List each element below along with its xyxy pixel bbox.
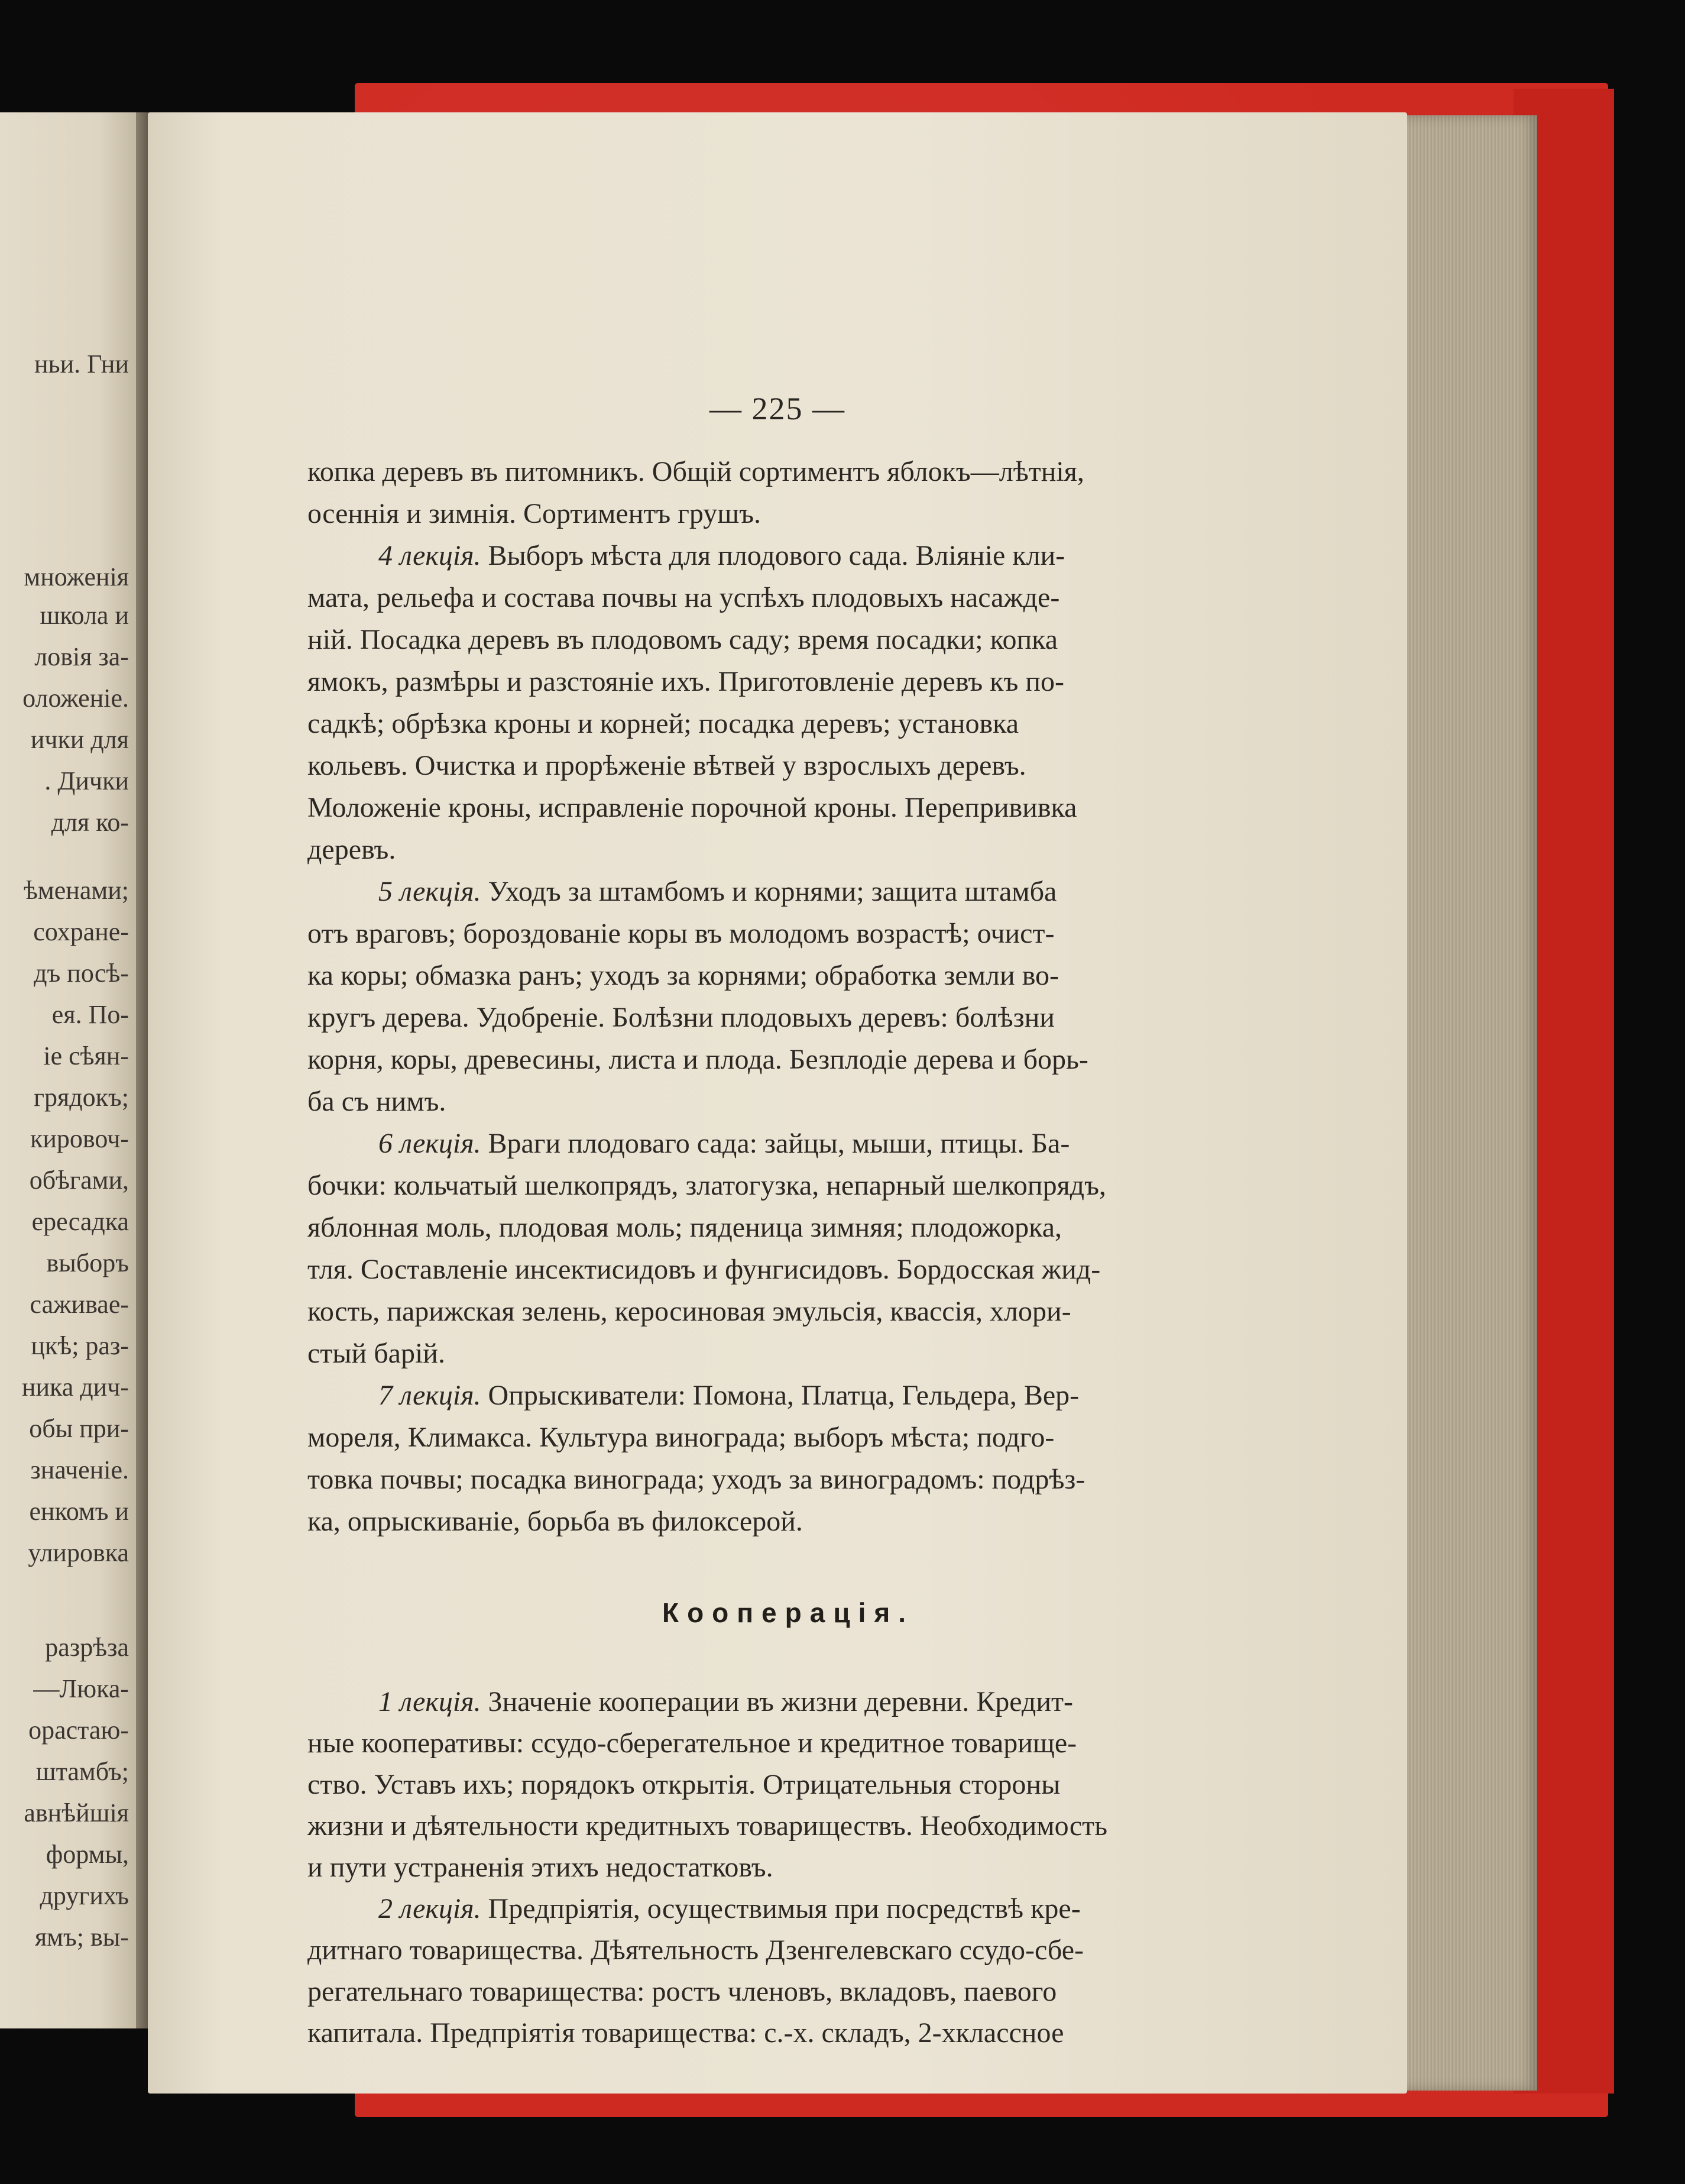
line-text: и пути устраненія этихъ недостатковъ. (307, 1852, 773, 1883)
lecture-label: 4 лекція. (378, 540, 481, 571)
line-text: ные кооперативы: ссудо-сберегательное и кредитное товарище- (307, 1727, 1077, 1759)
text-line (307, 1768, 1060, 1801)
left-page-line: ника дич- (21, 1373, 129, 1402)
text-line (378, 539, 1065, 572)
left-page-line: другихъ (40, 1881, 129, 1910)
line-text: копка деревъ въ питомникъ. Общій сортиментъ яблокъ—лѣтнія, (307, 456, 1084, 487)
lecture-label: 7 лекція. (378, 1380, 481, 1411)
left-page-line: авнѣйшія (24, 1798, 129, 1827)
left-page-line: енкомъ и (29, 1497, 129, 1526)
left-page-line: цкѣ; раз- (31, 1331, 129, 1360)
text-line (307, 1810, 1107, 1842)
line-text: стый барій. (307, 1338, 445, 1369)
text-line (307, 665, 1064, 698)
line-text: отъ враговъ; бороздованіе коры въ молодомъ возрастѣ; очист- (307, 918, 1055, 949)
text-line (307, 1211, 1062, 1244)
text-line (378, 1127, 1070, 1160)
left-page-line: саживае- (30, 1290, 129, 1319)
text-line (307, 917, 1054, 950)
line-text: Моложеніе кроны, исправленіе порочной кроны. Перепрививка (307, 792, 1077, 823)
left-page-line: выборъ (46, 1248, 129, 1277)
text-line (307, 833, 396, 866)
left-page-line: обы при- (29, 1414, 129, 1443)
lecture-label: 2 лекція. (378, 1893, 481, 1924)
text-line (307, 1727, 1077, 1759)
lecture-label: 1 лекція. (378, 1686, 481, 1717)
left-page-line: для ко- (51, 808, 129, 837)
left-page-line: ньи. Гни (34, 350, 129, 378)
text-line (307, 1337, 445, 1370)
left-page-line: ички для (30, 725, 129, 754)
text-line (307, 2017, 1064, 2049)
text-line (307, 1085, 446, 1118)
line-text: Уходъ за штамбомъ и корнями; защита штамба (481, 876, 1057, 907)
line-text: бочки: кольчатый шелкопрядъ, златогузка, непарный шелкопрядъ, (307, 1170, 1106, 1201)
line-text: кость, парижская зелень, керосиновая эмульсія, квассія, хлори- (307, 1296, 1071, 1327)
text-line (307, 1169, 1106, 1202)
left-page-line: сохране- (33, 917, 129, 946)
line-text: ба съ нимъ. (307, 1086, 446, 1117)
line-text: Враги плодоваго сада: зайцы, мыши, птицы. Ба- (481, 1128, 1070, 1159)
text-line (307, 497, 761, 530)
left-page-line: штамбъ; (35, 1757, 129, 1786)
left-page-line: школа и (40, 601, 129, 630)
text-line (307, 959, 1059, 992)
line-text: яблонная моль, плодовая моль; пяденица зимняя; плодожорка, (307, 1212, 1062, 1243)
left-page-line: ересадка (31, 1207, 129, 1236)
line-text: осеннія и зимнія. Сортиментъ грушъ. (307, 498, 762, 529)
left-page-line: —Люка- (33, 1674, 129, 1703)
page-stack-edge (1401, 115, 1537, 2091)
text-line (307, 1421, 1054, 1454)
text-line (307, 1043, 1088, 1076)
left-page-line: . Дички (44, 766, 129, 795)
text-line (307, 707, 1019, 740)
line-text: Предпріятія, осуществимыя при посредствѣ кре- (481, 1893, 1081, 1924)
line-text: кругъ дерева. Удобреніе. Болѣзни плодовыхъ деревъ: болѣзни (307, 1002, 1055, 1033)
section-heading: Кооперація. (662, 1597, 915, 1628)
text-line (307, 1001, 1055, 1034)
line-text: кольевъ. Очистка и прорѣженіе вѣтвей у взрослыхъ деревъ. (307, 750, 1026, 781)
text-line (307, 581, 1059, 614)
lecture-label: 5 лекція. (378, 876, 481, 907)
left-page-line: формы, (46, 1840, 129, 1869)
text-line (307, 623, 1058, 656)
left-page-line: ѣменами; (24, 876, 129, 905)
left-page-line: орастаю- (28, 1716, 129, 1745)
left-page-line: множенія (24, 562, 129, 591)
line-text: Значеніе кооперации въ жизни деревни. Кредит- (481, 1686, 1073, 1717)
left-page-line: разрѣза (45, 1633, 129, 1662)
text-line (378, 1379, 1079, 1412)
line-text: Выборъ мѣста для плодового сада. Вліяніе кли- (481, 540, 1065, 571)
line-text: мореля, Климакса. Культура винограда; выборъ мѣста; подго- (307, 1422, 1055, 1453)
text-line (307, 1463, 1085, 1496)
text-line (307, 1851, 773, 1884)
left-page-line: грядокъ; (33, 1083, 129, 1112)
line-text: садкѣ; обрѣзка кроны и корней; посадка деревъ; установка (307, 708, 1019, 739)
text-line (307, 455, 1084, 488)
line-text: ка, опрыскиваніе, борьба въ филоксерой. (307, 1506, 803, 1537)
text-line (378, 875, 1057, 908)
line-text: регательнаго товарищества: ростъ членовъ, вкладовъ, паевого (307, 1976, 1057, 2007)
line-text: мата, рельефа и состава почвы на успѣхъ плодовыхъ насажде- (307, 582, 1060, 613)
line-text: ство. Уставъ ихъ; порядокъ открытія. Отрицательныя стороны (307, 1769, 1061, 1800)
line-text: ній. Посадка деревъ въ плодовомъ саду; время посадки; копка (307, 624, 1058, 655)
lecture-label: 6 лекція. (378, 1128, 481, 1159)
line-text: капитала. Предпріятія товарищества: с.-х. складъ, 2-хклассное (307, 2017, 1064, 2049)
line-text: жизни и дѣятельности кредитныхъ товариществъ. Необходимость (307, 1810, 1108, 1842)
text-line (307, 1505, 803, 1538)
line-text: Опрыскиватели: Помона, Платца, Гельдера, Вер- (481, 1380, 1080, 1411)
text-line (307, 749, 1026, 782)
left-page-line: ямъ; вы- (34, 1923, 129, 1952)
text-line (307, 1253, 1100, 1286)
line-text: дитнаго товарищества. Дѣятельность Дзенгелевскаго ссудо-сбе- (307, 1934, 1084, 1966)
left-page-line: значеніе. (30, 1455, 129, 1484)
line-text: ка коры; обмазка ранъ; уходъ за корнями; обработка земли во- (307, 960, 1059, 991)
line-text: корня, коры, древесины, листа и плода. Безплодіе дерева и борь- (307, 1044, 1088, 1075)
text-line (307, 1975, 1057, 2008)
left-page-line: ея. По- (51, 1000, 129, 1029)
line-text: деревъ. (307, 834, 396, 865)
left-page-line: обѣгами, (29, 1166, 129, 1195)
right-page (148, 112, 1407, 2094)
left-page-line: ловія за- (34, 642, 129, 671)
line-text: товка почвы; посадка винограда; уходъ за виноградомъ: подрѣз- (307, 1464, 1085, 1495)
line-text: ямокъ, размѣры и разстояніе ихъ. Приготовленіе деревъ къ по- (307, 666, 1064, 697)
page-number: — 225 — (709, 391, 845, 426)
left-page-line: улировка (28, 1538, 129, 1567)
text-line (307, 791, 1077, 824)
left-page-line: іе сѣян- (43, 1041, 129, 1070)
left-facing-page (0, 112, 142, 2028)
left-page-line: кировоч- (30, 1124, 129, 1153)
text-line (378, 1892, 1081, 1925)
text-line (307, 1295, 1071, 1328)
text-line (378, 1685, 1073, 1718)
line-text: тля. Составленіе инсектисидовъ и фунгисидовъ. Бордосская жид- (307, 1254, 1101, 1285)
text-line (307, 1934, 1084, 1966)
left-page-line: оложеніе. (22, 684, 129, 713)
left-page-line: дъ посѣ- (34, 959, 129, 988)
